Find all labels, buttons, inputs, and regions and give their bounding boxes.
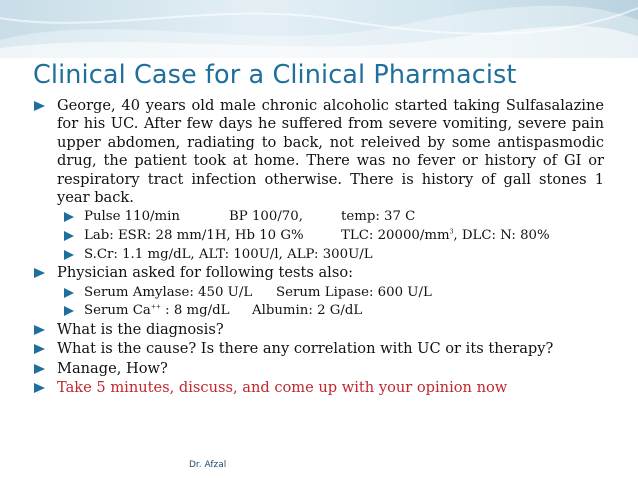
question-text: What is the cause? Is there any correlation with UC or its therapy? <box>57 340 554 358</box>
esr-hb-text: Lab: ESR: 28 mm/1H, Hb 10 G% <box>84 228 304 244</box>
calcium-value: : 8 mg/dL <box>160 303 230 319</box>
bp-text: BP 100/70, <box>229 209 303 225</box>
question-text: What is the diagnosis? <box>57 320 224 338</box>
triangle-right-icon <box>64 306 74 316</box>
question-item <box>34 321 604 339</box>
task-item <box>34 379 604 397</box>
tests-intro-item <box>34 264 604 282</box>
tests-intro-text: Physician asked for following tests also: <box>57 264 354 282</box>
question-text: Manage, How? <box>57 359 168 377</box>
vitals-item <box>34 208 604 227</box>
triangle-right-icon <box>64 250 74 260</box>
lab-item <box>34 227 604 246</box>
header-decoration <box>0 0 638 58</box>
case-history-item <box>34 97 604 207</box>
slide-body <box>34 97 604 398</box>
pulse-text: Pulse 110/min <box>84 209 180 225</box>
chemistry-text: S.Cr: 1.1 mg/dL, ALT: 100U/l, ALP: 300U/L <box>84 246 373 262</box>
triangle-right-icon <box>34 101 45 111</box>
triangle-right-icon <box>34 325 45 335</box>
albumin-text: Albumin: 2 G/dL <box>252 303 363 319</box>
calcium-item <box>34 302 604 321</box>
triangle-right-icon <box>64 288 74 298</box>
calcium-superscript: ++ <box>150 303 161 311</box>
calcium-label: Serum Ca <box>84 303 151 319</box>
triangle-right-icon <box>34 268 45 278</box>
task-text: Take 5 minutes, discuss, and come up with your opinion now <box>57 379 508 397</box>
lipase-text: Serum Lipase: 600 U/L <box>276 284 432 300</box>
calcium-text <box>84 303 229 318</box>
triangle-right-icon <box>34 383 45 393</box>
case-history-text: George, 40 years old male chronic alcoholic started taking Sulfasalazine for his UC. After few days he suffered from severe vomiting, severe pain upper abdomen, radiating to back, not releived by some antispasmodic drug, the patient took at home. There was no fever or history of GI or respiratory tract infection otherwise. There is history of gall stones 1 year back. <box>57 97 604 207</box>
enzymes-item <box>34 284 604 303</box>
triangle-right-icon <box>34 364 45 374</box>
tlc-superscript: 3 <box>449 228 454 236</box>
dlc-text: , DLC: N: 80% <box>453 228 550 244</box>
triangle-right-icon <box>64 231 74 241</box>
header-waves <box>0 0 638 58</box>
tlc-dlc-text <box>341 227 550 246</box>
temp-text: temp: 37 C <box>341 209 416 225</box>
triangle-right-icon <box>34 344 45 354</box>
question-item <box>34 360 604 378</box>
chemistry-item <box>34 246 604 265</box>
footer-author: Dr. Afzal <box>189 460 227 470</box>
question-item <box>34 340 604 358</box>
slide-title: Clinical Case for a Clinical Pharmacist <box>33 60 517 90</box>
triangle-right-icon <box>64 212 74 222</box>
amylase-text: Serum Amylase: 450 U/L <box>84 284 253 300</box>
tlc-text: TLC: 20000/mm <box>341 228 450 244</box>
